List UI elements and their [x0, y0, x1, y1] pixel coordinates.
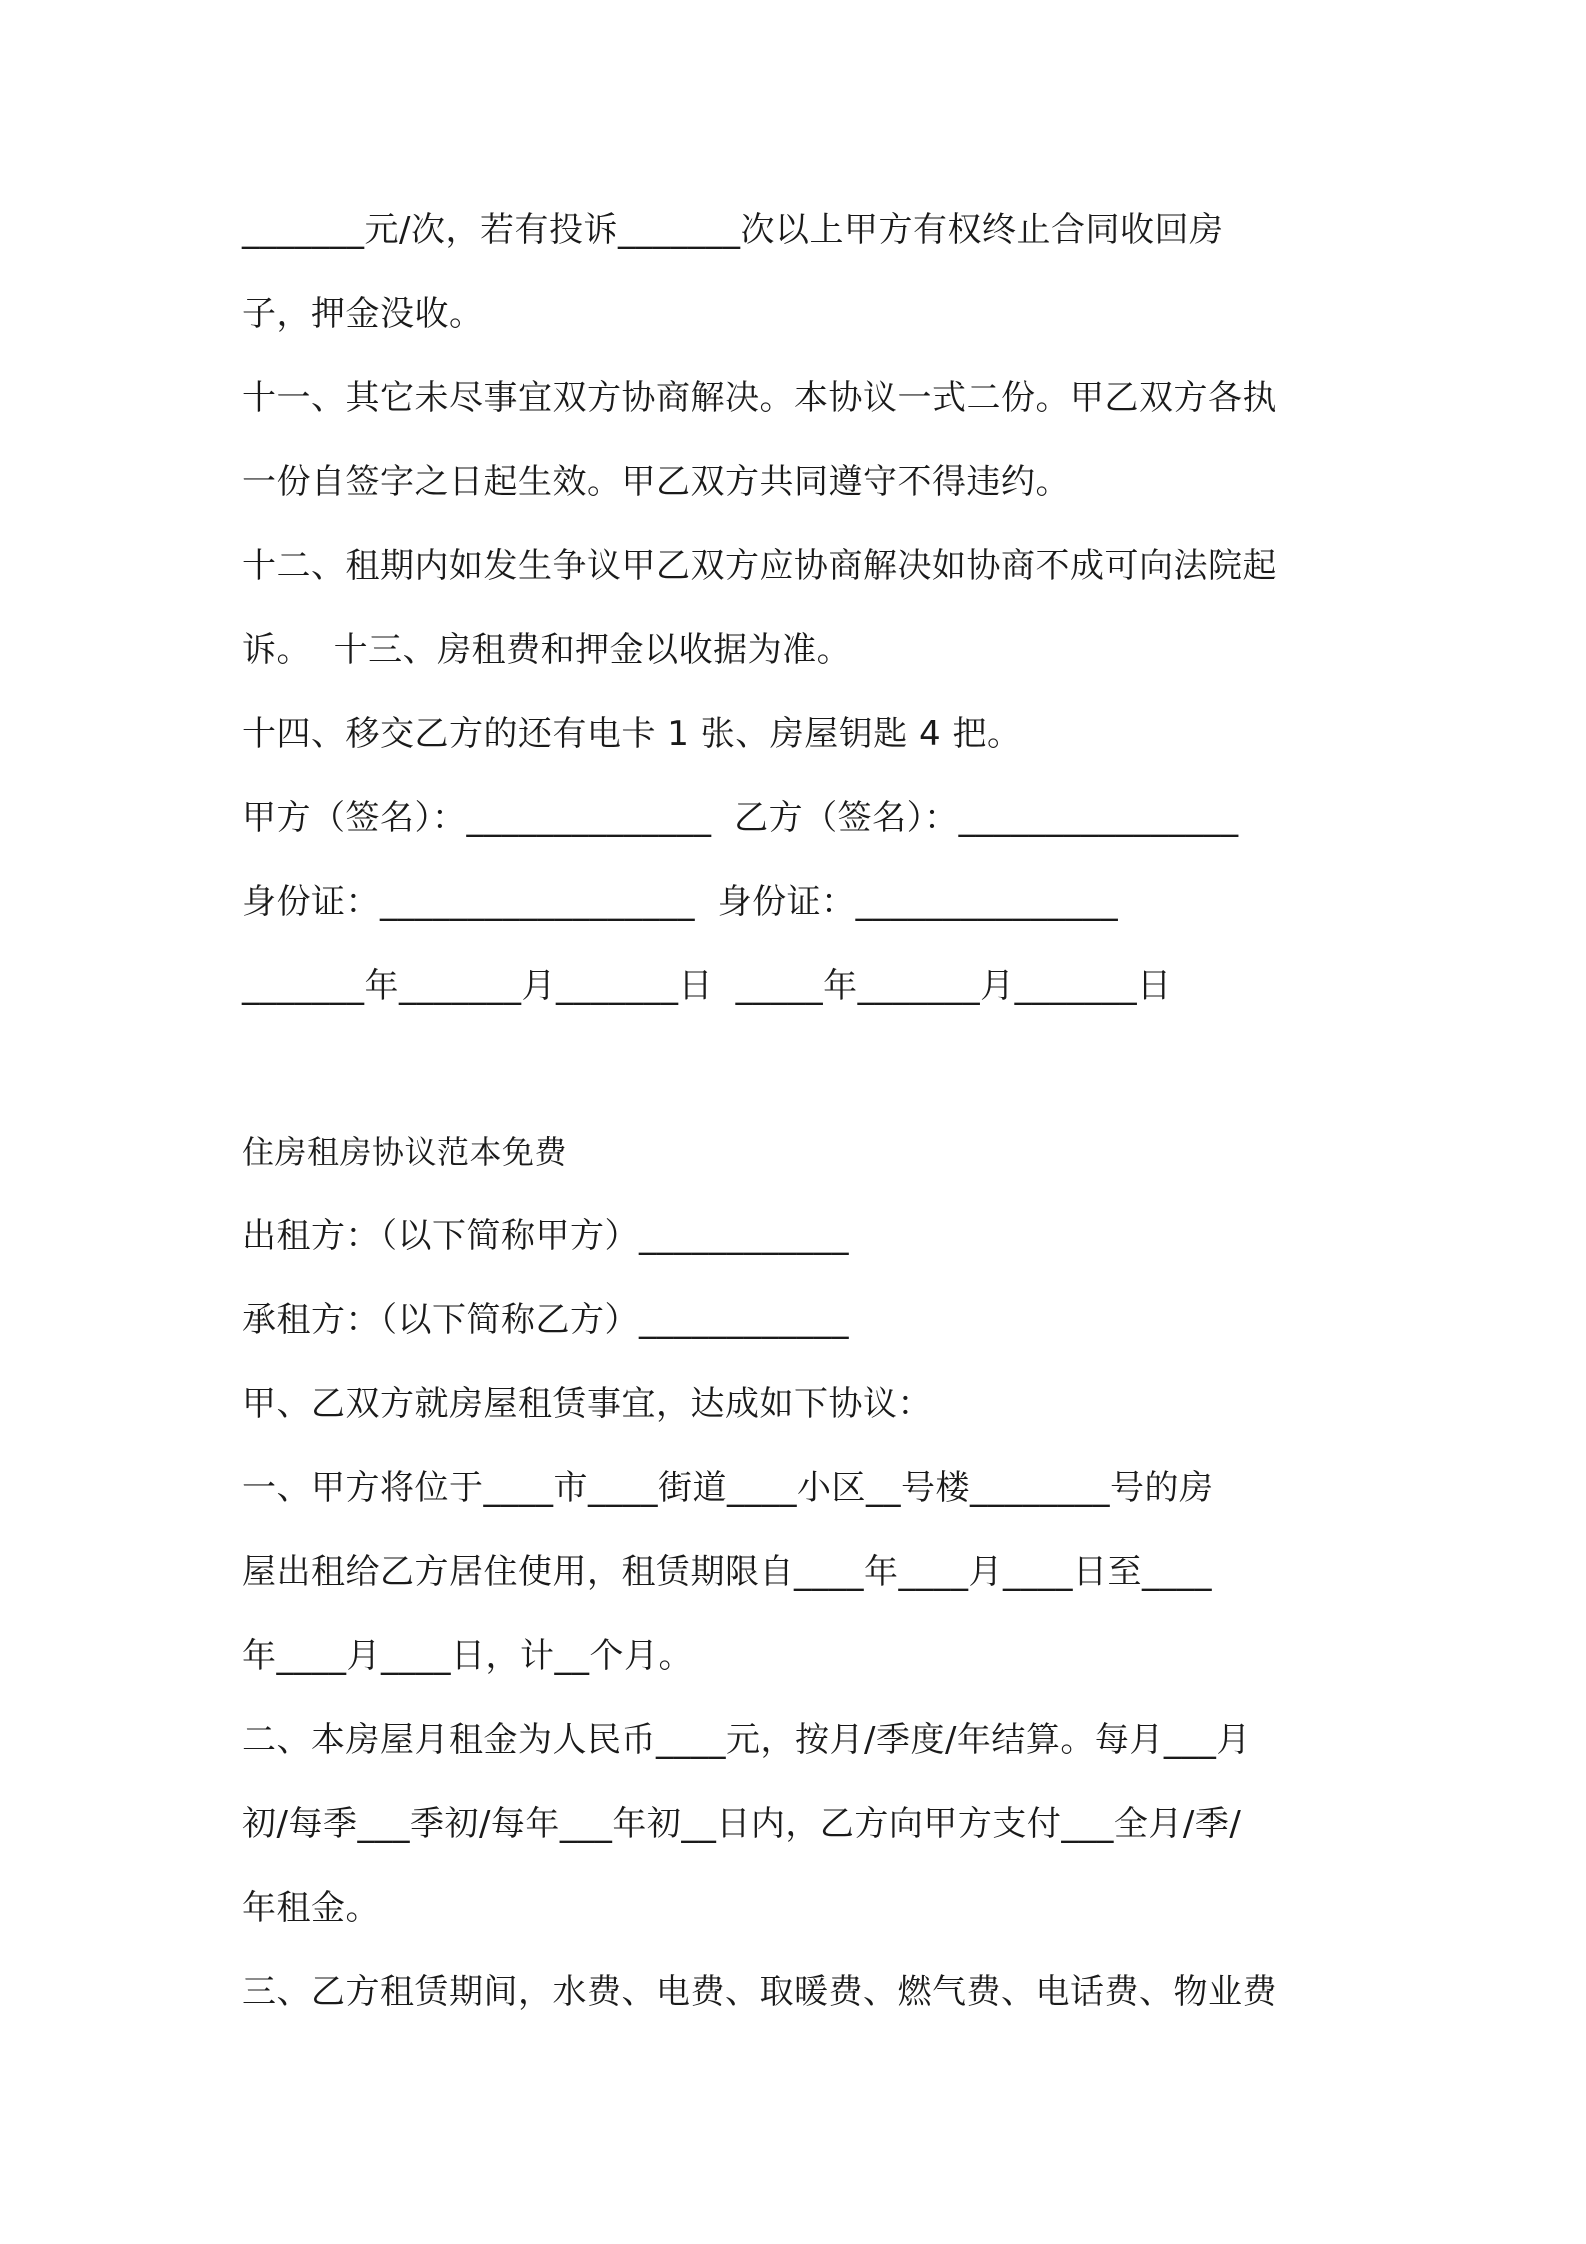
text-line-2: 子，押金没收。 — [242, 294, 484, 334]
clause-1-line-3: 年____月____日，计__个月。 — [242, 1636, 693, 1676]
clause-2-line-3: 年租金。 — [242, 1888, 380, 1928]
clause-1-line-2: 屋出租给乙方居住使用，租赁期限自____年____月____日至____ — [242, 1552, 1212, 1592]
lessee-line: 承租方：（以下简称乙方）____________ — [242, 1300, 849, 1340]
clause-14-line: 十四、移交乙方的还有电卡 1 张、房屋钥匙 4 把。 — [242, 714, 1022, 754]
section-title: 住房租房协议范本免费 — [242, 1133, 568, 1171]
clause-12-line-1: 十二、租期内如发生争议甲乙双方应协商解决如协商不成可向法院起 — [242, 546, 1277, 586]
clause-12-13-line: 诉。 十三、房租费和押金以收据为准。 — [242, 630, 852, 670]
id-card-line: 身份证：__________________ 身份证：_______________ — [242, 882, 1119, 922]
clause-2-line-2: 初/每季___季初/每年___年初__日内，乙方向甲方支付___全月/季/ — [242, 1804, 1242, 1844]
signature-line: 甲方（签名）：______________ 乙方（签名）：________________ — [242, 798, 1239, 838]
agreement-intro: 甲、乙双方就房屋租赁事宜，达成如下协议： — [242, 1384, 932, 1424]
clause-11-line-2: 一份自签字之日起生效。甲乙双方共同遵守不得违约。 — [242, 462, 1070, 502]
clause-1-line-1: 一、甲方将位于____市____街道____小区__号楼________号的房 — [242, 1468, 1214, 1508]
clause-11-line-1: 十一、其它未尽事宜双方协商解决。本协议一式二份。甲乙双方各执 — [242, 378, 1277, 418]
clause-3-line-1: 三、乙方租赁期间，水费、电费、取暖费、燃气费、电话费、物业费 — [242, 1972, 1277, 2012]
clause-2-line-1: 二、本房屋月租金为人民币____元，按月/季度/年结算。每月___月 — [242, 1720, 1251, 1760]
date-line: _______年_______月_______日 _____年_______月_______日 — [242, 966, 1172, 1006]
text-line-1: _______元/次，若有投诉_______次以上甲方有权终止合同收回房 — [242, 210, 1224, 250]
lessor-line: 出租方：（以下简称甲方）____________ — [242, 1216, 849, 1256]
